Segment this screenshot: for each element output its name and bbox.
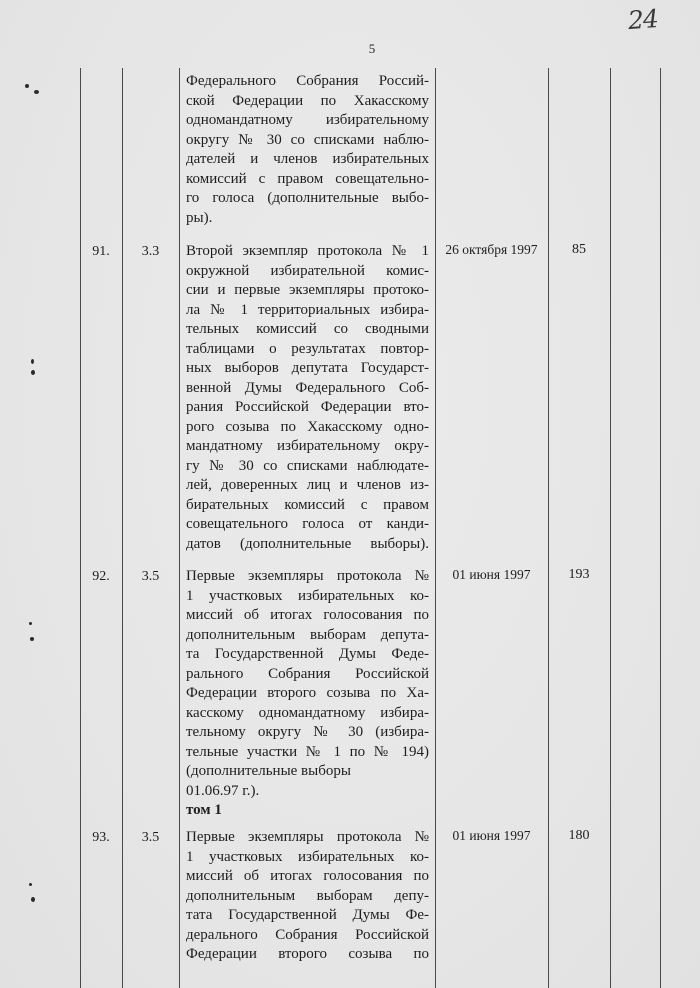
description-line: Федерации второго созыва по (186, 946, 429, 962)
description-line: 01.06.97 г.). (186, 782, 260, 799)
description-line: (дополнительные выборы (186, 763, 351, 779)
page-number: 5 (368, 41, 376, 56)
table-column-rule (80, 68, 81, 988)
description-line: касскому одномандатному избира- (186, 704, 429, 721)
description-line: сии и первые экземпляры протоко- (186, 282, 429, 298)
sheet-count-cell: 193 (568, 567, 590, 582)
description-line: одномандатному избирательному (186, 112, 429, 128)
punch-hole-mark (25, 84, 29, 88)
index-code: 3.5 (141, 830, 160, 845)
description-line: ных выборов депутата Государст- (186, 360, 429, 376)
description-line: совещательного голоса от канди- (186, 516, 429, 532)
description-cell (186, 567, 429, 821)
description-line: дателей и членов избирательных (186, 151, 429, 167)
description-line: миссий об итогах голосования по (186, 868, 429, 884)
description-line: рального Собрания Российской (186, 665, 429, 682)
date-cell: 01 июня 1997 (452, 567, 531, 582)
table-column-rule (548, 68, 549, 988)
punch-hole-mark (29, 622, 32, 625)
description-line: гу № 30 со списками наблюдате- (186, 457, 429, 474)
description-line: Федерального Собрания Россий- (186, 73, 429, 89)
punch-hole-mark (30, 637, 34, 641)
punch-hole-mark (31, 370, 35, 375)
punch-hole-mark (31, 897, 35, 902)
table-column-rule (122, 68, 123, 988)
description-line: Первые экземпляры протокола № (186, 568, 429, 584)
index-code: 3.5 (141, 569, 160, 584)
table-column-rule (179, 68, 180, 988)
table-column-rule (660, 68, 661, 988)
description-line: дополнительным выборам депу- (186, 887, 429, 904)
sheet-count-cell: 85 (572, 242, 586, 257)
description-cell (186, 242, 429, 554)
description-line: ской Федерации по Хакасскому (186, 92, 429, 109)
description-line: 1 участковых избирательных ко- (186, 587, 429, 604)
table-column-rule (435, 68, 436, 988)
punch-hole-mark (31, 359, 34, 364)
punch-hole-mark (29, 883, 32, 886)
row-number: 92. (92, 569, 110, 584)
description-line: венной Думы Федерального Соб- (186, 379, 429, 396)
description-line: лей, доверенных лиц и членов из- (186, 477, 429, 493)
volume-label: том 1 (186, 802, 222, 818)
row-number: 93. (92, 830, 110, 845)
punch-hole-mark (34, 90, 39, 94)
description-line: ры). (186, 209, 213, 226)
description-line: Второй экземпляр протокола № 1 (186, 243, 429, 259)
description-line: тельные участки № 1 по № 194) (186, 743, 429, 760)
description-line: миссий об итогах голосования по (186, 607, 429, 623)
description-line: ла № 1 территориальных избира- (186, 301, 429, 318)
description-line: окружной избирательной комис- (186, 262, 429, 279)
description-line: Первые экземпляры протокола № (186, 829, 429, 845)
description-line: тельному округу № 30 (избира- (186, 724, 429, 740)
index-code: 3.3 (141, 244, 160, 259)
description-line: Федерации второго созыва по Ха- (186, 685, 429, 701)
handwritten-folio-number: 24 (627, 4, 659, 36)
description-line: дополнительным выборам депута- (186, 626, 429, 643)
description-line: дерального Собрания Российской (186, 926, 429, 943)
description-line: тата Государственной Думы Фе- (186, 907, 429, 923)
description-line: го голоса (дополнительные выбо- (186, 190, 429, 206)
description-cell (186, 828, 429, 965)
description-line: тельных комиссий со сводными (186, 321, 429, 337)
date-cell: 01 июня 1997 (452, 828, 531, 843)
description-line: округу № 30 со списками наблю- (186, 131, 429, 148)
description-line: датов (дополнительные выборы). (186, 535, 429, 552)
description-cell (186, 72, 429, 228)
description-line: бирательных комиссий с правом (186, 496, 429, 513)
table-column-rule (610, 68, 611, 988)
description-line: таблицами о результатах повтор- (186, 340, 429, 357)
row-number: 91. (92, 244, 110, 259)
description-line: рания Российской Федерации вто- (186, 399, 429, 415)
description-line: 1 участковых избирательных ко- (186, 848, 429, 865)
sheet-count-cell: 180 (568, 828, 590, 843)
description-line: мандатному избирательному окру- (186, 438, 429, 454)
date-cell: 26 октября 1997 (445, 242, 538, 257)
description-line: та Государственной Думы Феде- (186, 646, 429, 662)
description-line: комиссий с правом совещательно- (186, 170, 429, 187)
description-line: рого созыва по Хакасскому одно- (186, 418, 429, 435)
